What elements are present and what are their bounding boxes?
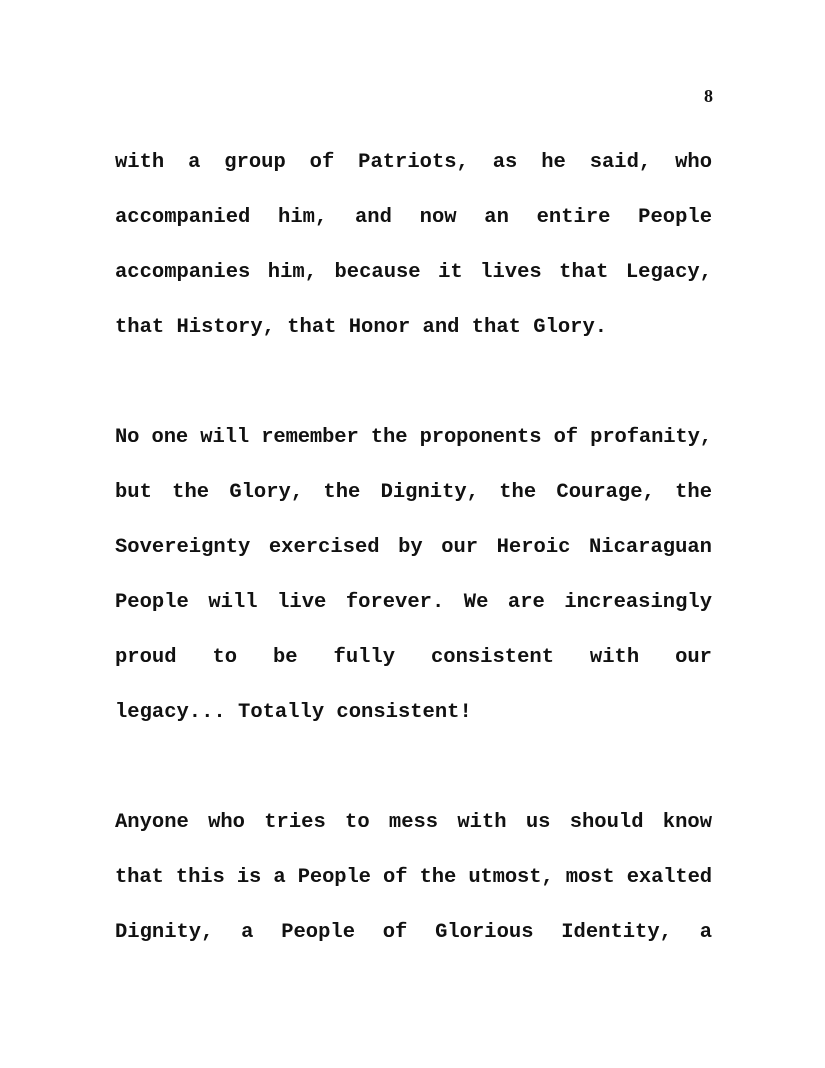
text-line: that History, that Honor and that Glory. xyxy=(115,316,608,339)
text-line: but the Glory, the Dignity, the Courage, the xyxy=(115,481,712,504)
text-line: with a group of Patriots, as he said, who xyxy=(115,151,712,174)
text-line: proud to be fully consistent with our xyxy=(115,646,712,669)
text-line: accompanies him, because it lives that Legacy, xyxy=(115,261,712,284)
text-line: legacy... Totally consistent! xyxy=(115,701,472,724)
text-line: Anyone who tries to mess with us should know xyxy=(115,811,712,834)
text-line: No one will remember the proponents of profanity, xyxy=(115,426,712,449)
page-number: 8 xyxy=(704,86,713,106)
text-line: Dignity, a People of Glorious Identity, a xyxy=(115,921,712,944)
text-line: accompanied him, and now an entire People xyxy=(115,206,712,229)
text-line: that this is a People of the utmost, most exalted xyxy=(115,866,712,889)
text-line: People will live forever. We are increasingly xyxy=(115,591,712,614)
text-line: Sovereignty exercised by our Heroic Nicaraguan xyxy=(115,536,712,559)
